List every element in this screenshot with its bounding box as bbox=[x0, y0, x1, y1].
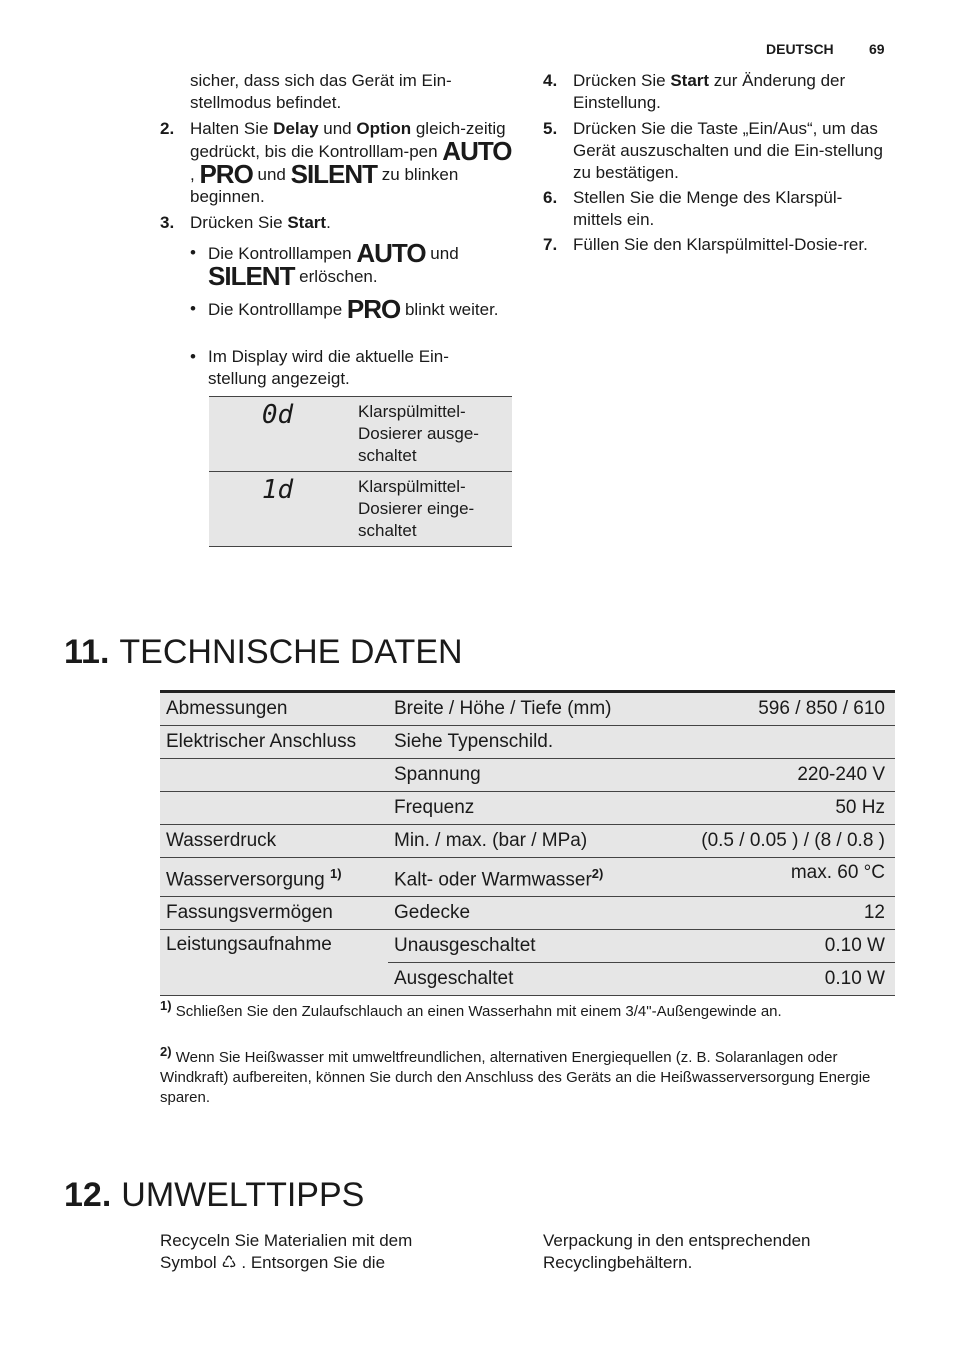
text: und bbox=[425, 244, 459, 263]
table-cell: 0.10 W bbox=[660, 963, 895, 996]
step-number: 6. bbox=[543, 188, 558, 207]
table-cell bbox=[160, 792, 388, 825]
text: und bbox=[252, 165, 291, 184]
text: Die Kontrolllampe bbox=[208, 300, 347, 319]
continuation-paragraph: sicher, dass sich das Gerät im Ein-stellmodus befindet. bbox=[190, 71, 452, 112]
continuation-text bbox=[160, 70, 512, 114]
table-cell: Wasserdruck bbox=[160, 825, 388, 858]
step-number: 7. bbox=[543, 235, 558, 254]
display-table bbox=[209, 396, 512, 547]
table-cell: Siehe Typenschild. bbox=[388, 726, 660, 759]
pro-lamp-icon: PRO bbox=[346, 294, 401, 324]
table-cell: 596 / 850 / 610 bbox=[660, 692, 895, 726]
text: und bbox=[318, 119, 357, 138]
step-6-text: Stellen Sie die Menge des Klarspül-mittels ein. bbox=[573, 188, 843, 229]
text: zur Änderung der Einstellung. bbox=[573, 71, 846, 112]
silent-lamp-icon: SILENT bbox=[208, 261, 295, 291]
step-number: 4. bbox=[543, 71, 558, 90]
bullet-text: Im Display wird die aktuelle Ein-stellung angezeigt. bbox=[208, 347, 449, 388]
table-cell: Leistungsaufnahme bbox=[160, 930, 388, 996]
header-language: DEUTSCH bbox=[766, 41, 834, 57]
text: blinkt weiter. bbox=[400, 300, 499, 319]
page-number: 69 bbox=[869, 41, 885, 57]
footnote-marker: 2) bbox=[591, 865, 604, 881]
footnote-marker: 1) bbox=[330, 865, 342, 881]
text: , bbox=[190, 165, 200, 184]
step-7-text: Füllen Sie den Klarspülmittel-Dosie-rer. bbox=[573, 235, 868, 254]
table-row bbox=[160, 726, 895, 759]
step-3 bbox=[160, 212, 512, 234]
display-description: Klarspülmittel-Dosierer einge-schaltet bbox=[346, 472, 512, 547]
section-title-text: TECHNISCHE DATEN bbox=[119, 633, 463, 671]
section-title-technical-data bbox=[64, 632, 463, 672]
text: Die Kontrolllampen bbox=[208, 244, 357, 263]
bullet-item bbox=[190, 238, 512, 291]
bullet-icon: • bbox=[190, 243, 196, 262]
table-row bbox=[209, 397, 512, 472]
table-cell: (0.5 / 0.05 ) / (8 / 0.8 ) bbox=[660, 825, 895, 858]
table-row bbox=[160, 897, 895, 930]
table-cell bbox=[660, 726, 895, 759]
table-cell: 50 Hz bbox=[660, 792, 895, 825]
display-code: 0d bbox=[209, 397, 346, 472]
table-row bbox=[209, 472, 512, 547]
environment-paragraph-left bbox=[160, 1230, 460, 1274]
bullet-text bbox=[208, 294, 508, 324]
start-key: Start bbox=[287, 213, 327, 232]
technical-data-table bbox=[160, 690, 895, 996]
section-number: 11. bbox=[64, 633, 110, 671]
step-7 bbox=[543, 234, 893, 256]
step-6 bbox=[543, 187, 893, 231]
table-cell: Frequenz bbox=[388, 792, 660, 825]
text: . bbox=[326, 213, 331, 232]
bullet-item bbox=[190, 346, 512, 390]
step-5-text: Drücken Sie die Taste „Ein/Aus“, um das Gerät auszuschalten und die Ein-stellung zu bestätigen. bbox=[573, 119, 883, 182]
bullet-icon: • bbox=[190, 347, 196, 366]
table-cell bbox=[160, 759, 388, 792]
step-3-text bbox=[190, 212, 512, 234]
section-title-environment-tips bbox=[64, 1175, 364, 1215]
table-cell: Unausgeschaltet bbox=[388, 930, 660, 963]
text: erlöschen. bbox=[294, 267, 378, 286]
text: Recyceln Sie Materialien mit dem Symbol bbox=[160, 1231, 413, 1272]
footnote-text: Schließen Sie den Zulaufschlauch an einen Wasserhahn mit einem 3/4"-Außengewinde an. bbox=[175, 1003, 782, 1020]
display-code: 1d bbox=[209, 472, 346, 547]
table-cell: 0.10 W bbox=[660, 930, 895, 963]
option-key: Option bbox=[356, 119, 412, 138]
table-cell bbox=[160, 858, 388, 897]
table-row bbox=[160, 858, 895, 897]
start-key: Start bbox=[670, 71, 710, 90]
table-cell: Fassungsvermögen bbox=[160, 897, 388, 930]
text: . Entsorgen Sie die bbox=[236, 1253, 386, 1272]
step-5 bbox=[543, 118, 893, 184]
step-number: 5. bbox=[543, 119, 558, 138]
footnote-2 bbox=[160, 1044, 895, 1108]
text: Drücken Sie bbox=[573, 71, 671, 90]
cell-text: Kalt- oder Warmwasser bbox=[394, 869, 592, 891]
step-number: 2. bbox=[160, 119, 175, 138]
recycle-icon: ♺ bbox=[221, 1253, 237, 1272]
text: Halten Sie bbox=[190, 119, 274, 138]
table-row bbox=[160, 692, 895, 726]
footnote-marker: 1) bbox=[160, 998, 172, 1013]
text: zu blinken beginnen. bbox=[190, 165, 459, 206]
table-cell: Breite / Höhe / Tiefe (mm) bbox=[388, 692, 660, 726]
table-row bbox=[160, 825, 895, 858]
bullet-item bbox=[190, 294, 512, 324]
step-number: 3. bbox=[160, 213, 175, 232]
table-cell: Abmessungen bbox=[160, 692, 388, 726]
display-description: Klarspülmittel-Dosierer ausge-schaltet bbox=[346, 397, 512, 472]
table-cell: 12 bbox=[660, 897, 895, 930]
table-cell: Min. / max. (bar / MPa) bbox=[388, 825, 660, 858]
table-row bbox=[160, 930, 895, 963]
auto-lamp-icon: AUTO bbox=[442, 136, 512, 166]
table-row bbox=[160, 759, 895, 792]
auto-lamp-icon: AUTO bbox=[356, 238, 426, 268]
step-2 bbox=[160, 118, 512, 208]
cell-text: Wasserversorgung bbox=[166, 869, 331, 891]
delay-key: Delay bbox=[273, 119, 319, 138]
table-cell: Gedecke bbox=[388, 897, 660, 930]
step-4 bbox=[543, 70, 893, 114]
section-number: 12. bbox=[64, 1176, 112, 1214]
pro-lamp-icon: PRO bbox=[199, 159, 253, 189]
footnote-text: Wenn Sie Heißwasser mit umweltfreundlichen, alternativen Energiequellen (z. B. Solaranlagen oder Windkraft) aufbereiten, können Sie durch den Anschluss des Geräts an die Heißwasserversorgung Energie sparen. bbox=[160, 1049, 871, 1106]
silent-lamp-icon: SILENT bbox=[290, 159, 378, 189]
text: gleich-zeitig gedrückt, bis die Kontrolllam-pen bbox=[190, 119, 506, 161]
environment-paragraph-right: Verpackung in den entsprechenden Recyclingbehältern. bbox=[543, 1231, 811, 1272]
bullet-text bbox=[208, 238, 508, 291]
step-2-text bbox=[190, 118, 512, 208]
table-cell: 220-240 V bbox=[660, 759, 895, 792]
bullet-icon: • bbox=[190, 299, 196, 318]
table-cell: Spannung bbox=[388, 759, 660, 792]
footnote-marker: 2) bbox=[160, 1044, 172, 1059]
table-cell: max. 60 °C bbox=[660, 858, 895, 897]
table-cell: Elektrischer Anschluss bbox=[160, 726, 388, 759]
step-4-text bbox=[573, 70, 891, 114]
footnote-1 bbox=[160, 998, 895, 1022]
table-cell: Ausgeschaltet bbox=[388, 963, 660, 996]
table-row bbox=[160, 792, 895, 825]
section-title-text: UMWELTTIPPS bbox=[121, 1176, 365, 1214]
table-cell bbox=[388, 858, 660, 897]
text: Drücken Sie bbox=[190, 213, 288, 232]
